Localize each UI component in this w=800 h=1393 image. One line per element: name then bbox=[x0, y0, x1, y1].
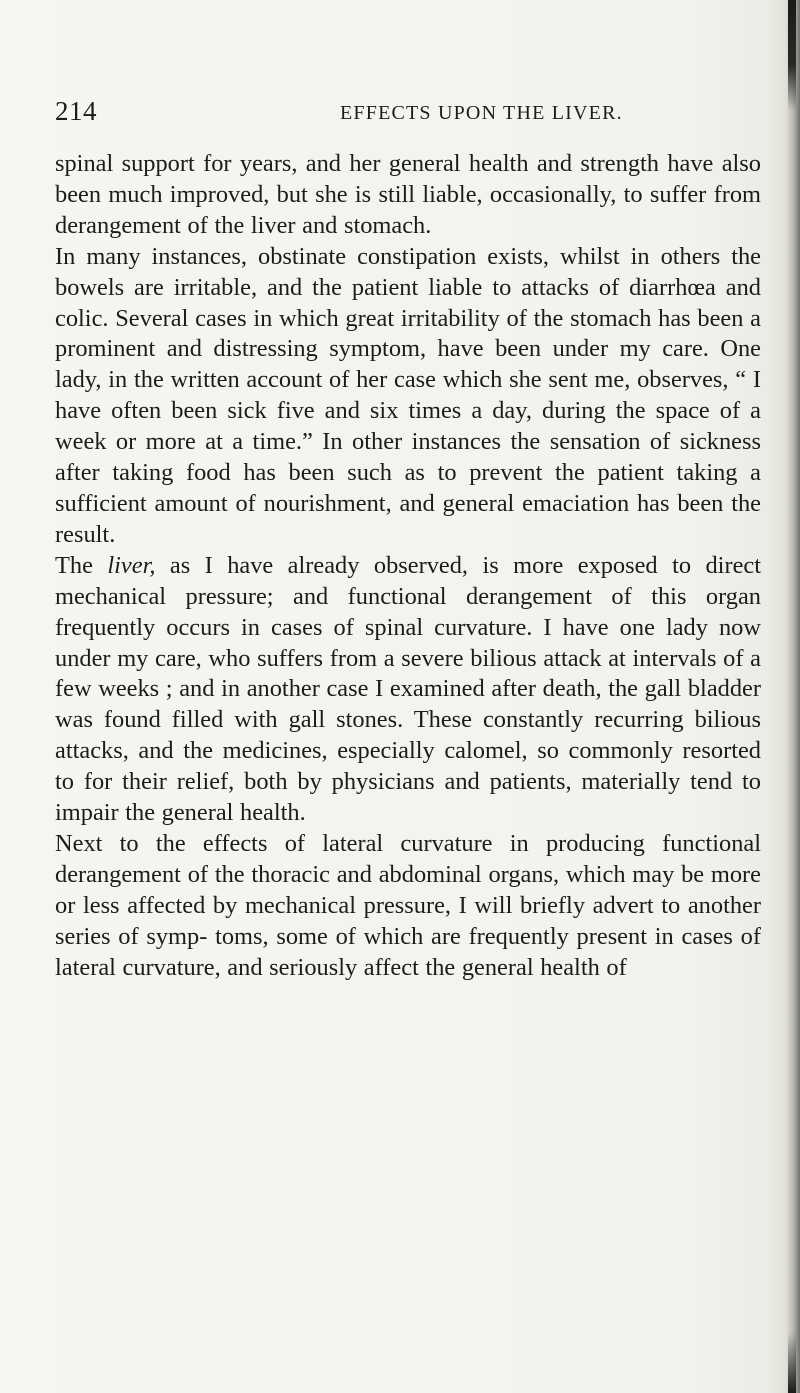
body-text bbox=[55, 149, 761, 983]
paragraph-1-text: spinal support for years, and her general health and strength have also been much improved, but she is still liable, occasionally, to suffer from derangement of the liver and stomach. bbox=[55, 150, 761, 239]
running-head: EFFECTS UPON THE LIVER. bbox=[340, 102, 623, 124]
page-number: 214 bbox=[55, 96, 97, 126]
binding-edge-mark-top bbox=[788, 0, 796, 110]
page-edge-shadow bbox=[786, 0, 800, 1393]
paragraph-2 bbox=[55, 242, 761, 551]
paragraph-3-text: as I have already observed, is more exposed to direct mechanical pressure; and functional derangement of this organ frequently occurs in cases of spinal curvature. I have one lady now under my care, who suffers from a severe bilious attack at intervals of a few weeks ; and in another case I examined after death, the gall bladder was found filled with gall stones. These constantly recurring bilious attacks, and the medicines, especially calomel, so commonly resorted to for their relief, both by physicians and patients, materially tend to impair the general health. bbox=[55, 551, 761, 827]
paragraph-3 bbox=[55, 551, 761, 829]
paragraph-3-italic-term: liver, bbox=[107, 551, 156, 579]
paragraph-3-lead: The bbox=[55, 551, 108, 579]
paragraph-4 bbox=[55, 829, 761, 984]
paragraph-4-text: Next to the effects of lateral curvature in producing functional derangement of the thoracic and abdominal organs, which may be more or less affected by mechanical pressure, I will briefly advert to another series of symp- toms, some of which are frequently present in cases of lateral curvature, and seriously affect the general health of bbox=[55, 829, 761, 981]
paragraph-1 bbox=[55, 149, 761, 242]
binding-edge-mark-bottom bbox=[788, 1333, 796, 1393]
page-header bbox=[55, 93, 761, 129]
paragraph-2-text: In many instances, obstinate constipation exists, whilst in others the bowels are irritable, and the patient liable to attacks of diarrhœa and colic. Several cases in which great irritability of the stomach has been a prominent and distressing symptom, have been under my care. One lady, in the written account of her case which she sent me, observes, “ I have often been sick five and six times a day, during the space of a week or more at a time.” In other instances the sensation of sickness after taking food has been such as to prevent the patient taking a sufficient amount of nourishment, and general emaciation has been the result. bbox=[55, 242, 761, 548]
